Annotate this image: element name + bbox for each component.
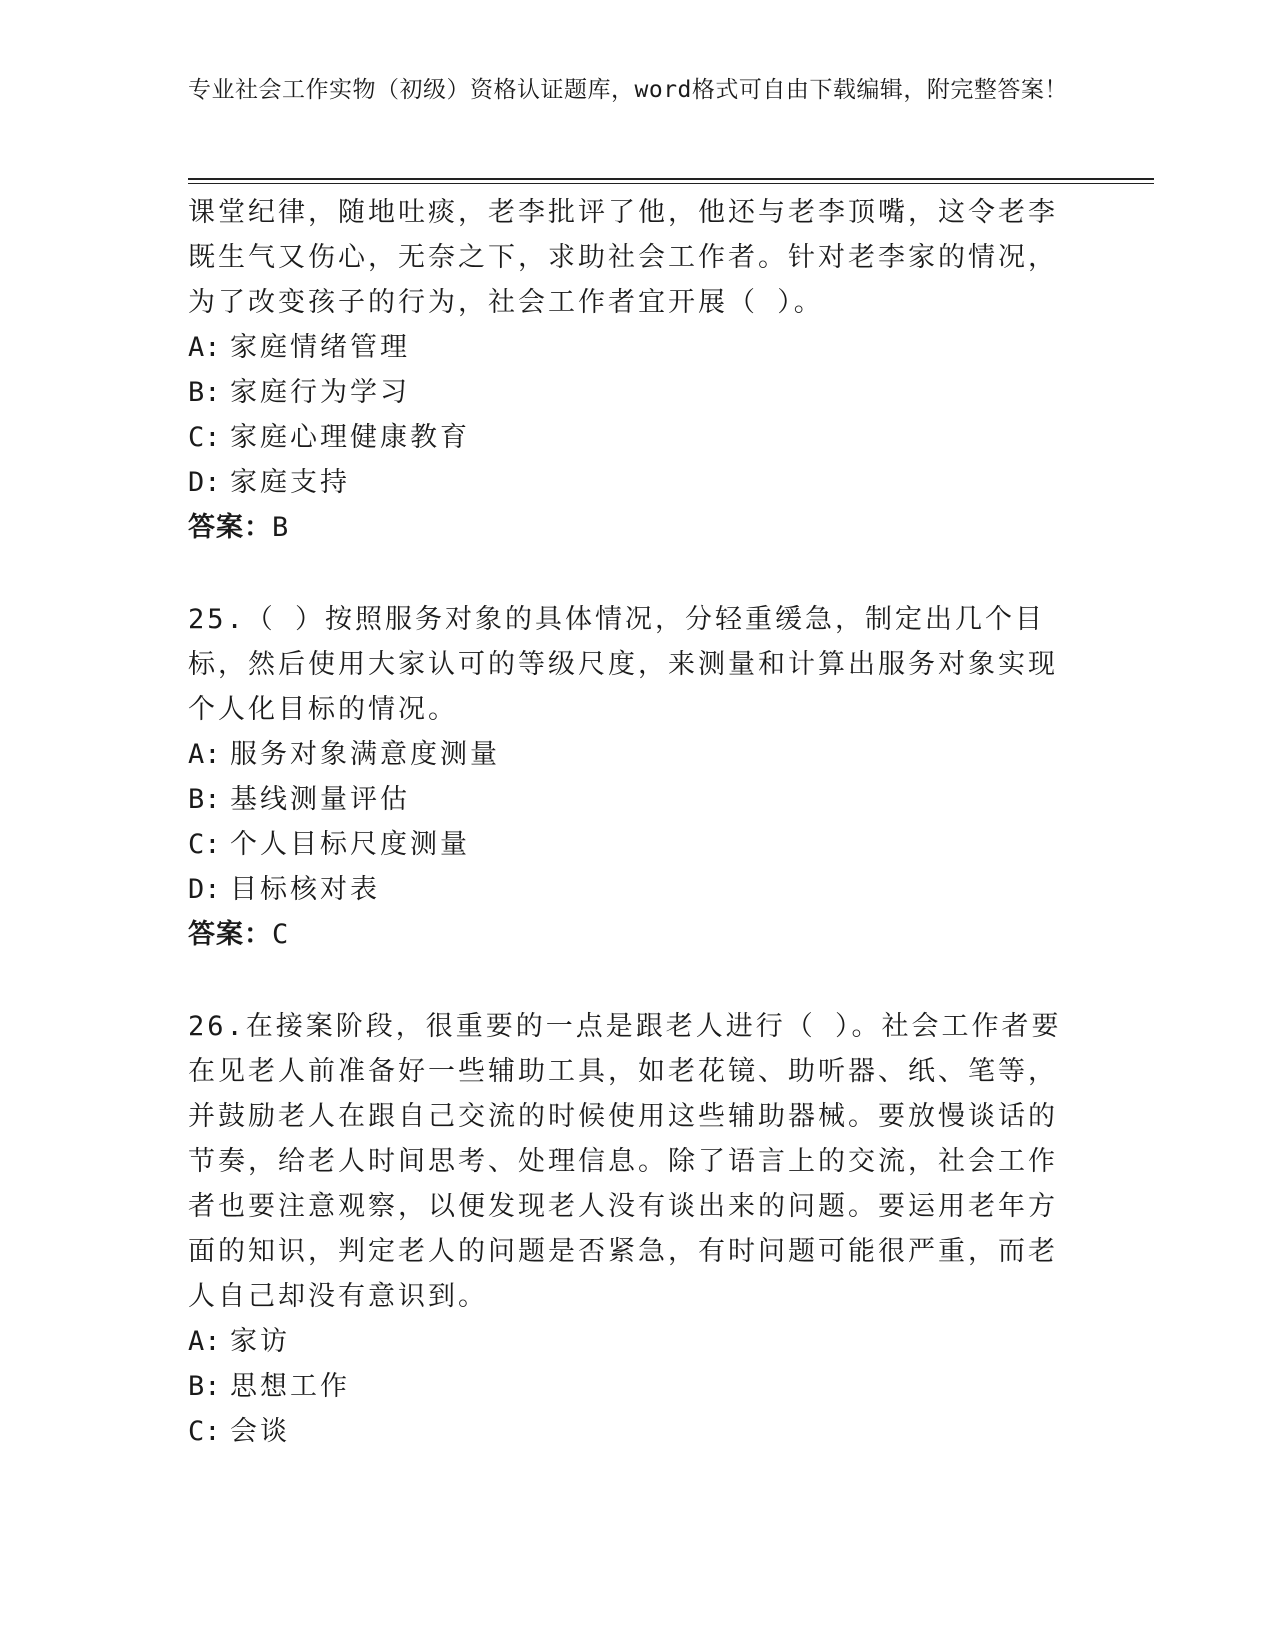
option-text: 基线测量评估: [230, 784, 410, 815]
spacer: [188, 550, 1068, 597]
option-text: 家庭心理健康教育: [230, 422, 470, 453]
option-text: 服务对象满意度测量: [230, 739, 500, 770]
option-key: A:: [188, 1326, 221, 1357]
answer-label: 答案：: [188, 919, 272, 950]
option-c: [188, 822, 1068, 867]
option-text: 家庭情绪管理: [230, 332, 410, 363]
option-b: [188, 370, 1068, 415]
header-rule-thick: [188, 178, 1154, 180]
question-stem: 26.在接案阶段，很重要的一点是跟老人进行（ ）。社会工作者要在见老人前准备好一些辅助工具，如老花镜、助听器、纸、笔等，并鼓励老人在跟自己交流的时候使用这些辅助器械。要放慢谈话的节奏，给老人时间思考、处理信息。除了语言上的交流，社会工作者也要注意观察，以便发现老人没有谈出来的问题。要运用老年方面的知识，判定老人的问题是否紧急，有时问题可能很严重，而老人自己却没有意识到。: [188, 1011, 1062, 1312]
option-a: [188, 325, 1068, 370]
question-25: [188, 597, 1068, 957]
option-a: [188, 732, 1068, 777]
option-key: D:: [188, 467, 221, 498]
answer-line: [188, 505, 1068, 550]
answer-value: C: [272, 919, 290, 950]
option-text: 家庭行为学习: [230, 377, 410, 408]
option-c: [188, 415, 1068, 460]
option-key: B:: [188, 1371, 221, 1402]
option-c: [188, 1409, 1068, 1454]
option-text: 思想工作: [230, 1371, 350, 1402]
question-stem: 课堂纪律，随地吐痰，老李批评了他，他还与老李顶嘴，这令老李既生气又伤心，无奈之下，求助社会工作者。针对老李家的情况，为了改变孩子的行为，社会工作者宜开展（ ）。: [188, 197, 1058, 318]
spacer: [188, 957, 1068, 1004]
option-b: [188, 1364, 1068, 1409]
option-text: 家庭支持: [230, 467, 350, 498]
option-d: [188, 867, 1068, 912]
option-text: 会谈: [230, 1416, 290, 1447]
option-key: B:: [188, 784, 221, 815]
option-text: 目标核对表: [230, 874, 380, 905]
option-a: [188, 1319, 1068, 1364]
option-key: A:: [188, 739, 221, 770]
option-d: [188, 460, 1068, 505]
question-24: [188, 190, 1068, 550]
answer-line: [188, 912, 1068, 957]
answer-value: B: [272, 512, 290, 543]
option-text: 家访: [230, 1326, 290, 1357]
question-26: [188, 1004, 1068, 1454]
option-key: B:: [188, 377, 221, 408]
option-key: C:: [188, 1416, 221, 1447]
option-text: 个人目标尺度测量: [230, 829, 470, 860]
option-key: D:: [188, 874, 221, 905]
answer-label: 答案：: [188, 512, 272, 543]
question-stem: 25.（ ）按照服务对象的具体情况，分轻重缓急，制定出几个目标，然后使用大家认可的等级尺度，来测量和计算出服务对象实现个人化目标的情况。: [188, 604, 1058, 725]
document-content: [188, 190, 1068, 1454]
header-rule-thin: [188, 183, 1154, 184]
option-key: C:: [188, 422, 221, 453]
option-key: C:: [188, 829, 221, 860]
option-key: A:: [188, 332, 221, 363]
option-b: [188, 777, 1068, 822]
page-header: 专业社会工作实物（初级）资格认证题库，word格式可自由下载编辑，附完整答案！: [188, 77, 1068, 103]
